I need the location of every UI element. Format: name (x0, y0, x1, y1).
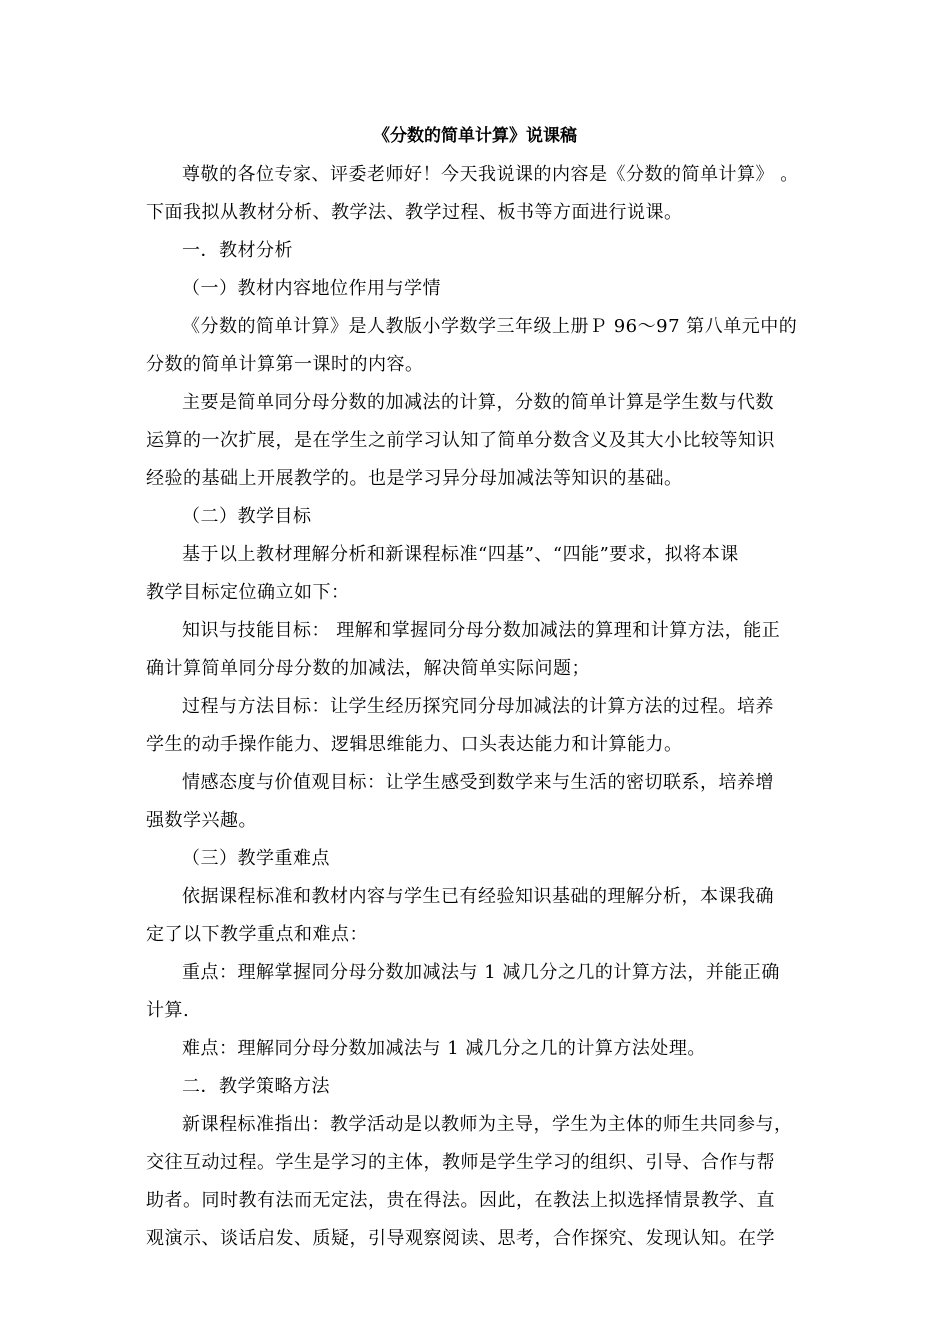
paragraph-line: 难点：理解同分母分数加减法与 1 减几分之几的计算方法处理。 (182, 1038, 706, 1059)
paragraph-line: 重点：理解掌握同分母分数加减法与 1 减几分之几的计算方法，并能正确 (182, 962, 780, 983)
paragraph-line: 情感态度与价值观目标：让学生感受到数学来与生活的密切联系，培养增 (182, 772, 774, 793)
paragraph-line: 教学目标定位确立如下： (146, 582, 350, 603)
paragraph-line: 新课程标准指出：教学活动是以教师为主导，学生为主体的师生共同参与， (182, 1114, 793, 1135)
paragraph-line: 知识与技能目标： 理解和掌握同分母分数加减法的算理和计算方法，能正 (182, 620, 781, 641)
section-heading: 一．教材分析 (182, 240, 293, 261)
paragraph-line: 分数的简单计算第一课时的内容。 (146, 354, 424, 375)
paragraph-line: 下面我拟从教材分析、教学法、教学过程、板书等方面进行说课。 (146, 202, 683, 223)
subsection-heading: （二）教学目标 (182, 506, 312, 527)
paragraph-line: 依据课程标准和教材内容与学生已有经验知识基础的理解分析，本课我确 (182, 886, 774, 907)
paragraph-line: 尊敬的各位专家、评委老师好！今天我说课的内容是《分数的简单计算》 。 (182, 164, 799, 185)
paragraph-line: 主要是简单同分母分数的加减法的计算，分数的简单计算是学生数与代数 (182, 392, 774, 413)
paragraph-line: 基于以上教材理解分析和新课程标准“四基”、“四能”要求，拟将本课 (182, 544, 739, 565)
paragraph-line: 运算的一次扩展，是在学生之前学习认知了简单分数含义及其大小比较等知识 (146, 430, 775, 451)
paragraph-line: 经验的基础上开展教学的。也是学习异分母加减法等知识的基础。 (146, 468, 683, 489)
subsection-heading: （一）教材内容地位作用与学情 (182, 278, 441, 299)
paragraph-line: 交往互动过程。学生是学习的主体，教师是学生学习的组织、引导、合作与帮 (146, 1152, 775, 1173)
document-title: 《分数的简单计算》说课稿 (373, 126, 577, 146)
paragraph-line: 助者。同时教有法而无定法，贵在得法。因此，在教法上拟选择情景教学、直 (146, 1190, 775, 1211)
paragraph-line: 过程与方法目标：让学生经历探究同分母加减法的计算方法的过程。培养 (182, 696, 774, 717)
paragraph-line: 确计算简单同分母分数的加减法，解决简单实际问题； (146, 658, 590, 679)
paragraph-line: 计算. (146, 1000, 190, 1021)
paragraph-line: 强数学兴趣。 (146, 810, 257, 831)
section-heading: 二．教学策略方法 (182, 1076, 330, 1097)
paragraph-line: 《分数的简单计算》是人教版小学数学三年级上册Ｐ 96～97 第八单元中的 (182, 316, 798, 337)
subsection-heading: （三）教学重难点 (182, 848, 330, 869)
paragraph-line: 观演示、谈话启发、质疑，引导观察阅读、思考，合作探究、发现认知。在学 (146, 1228, 775, 1249)
paragraph-line: 学生的动手操作能力、逻辑思维能力、口头表达能力和计算能力。 (146, 734, 683, 755)
paragraph-line: 定了以下教学重点和难点： (146, 924, 368, 945)
